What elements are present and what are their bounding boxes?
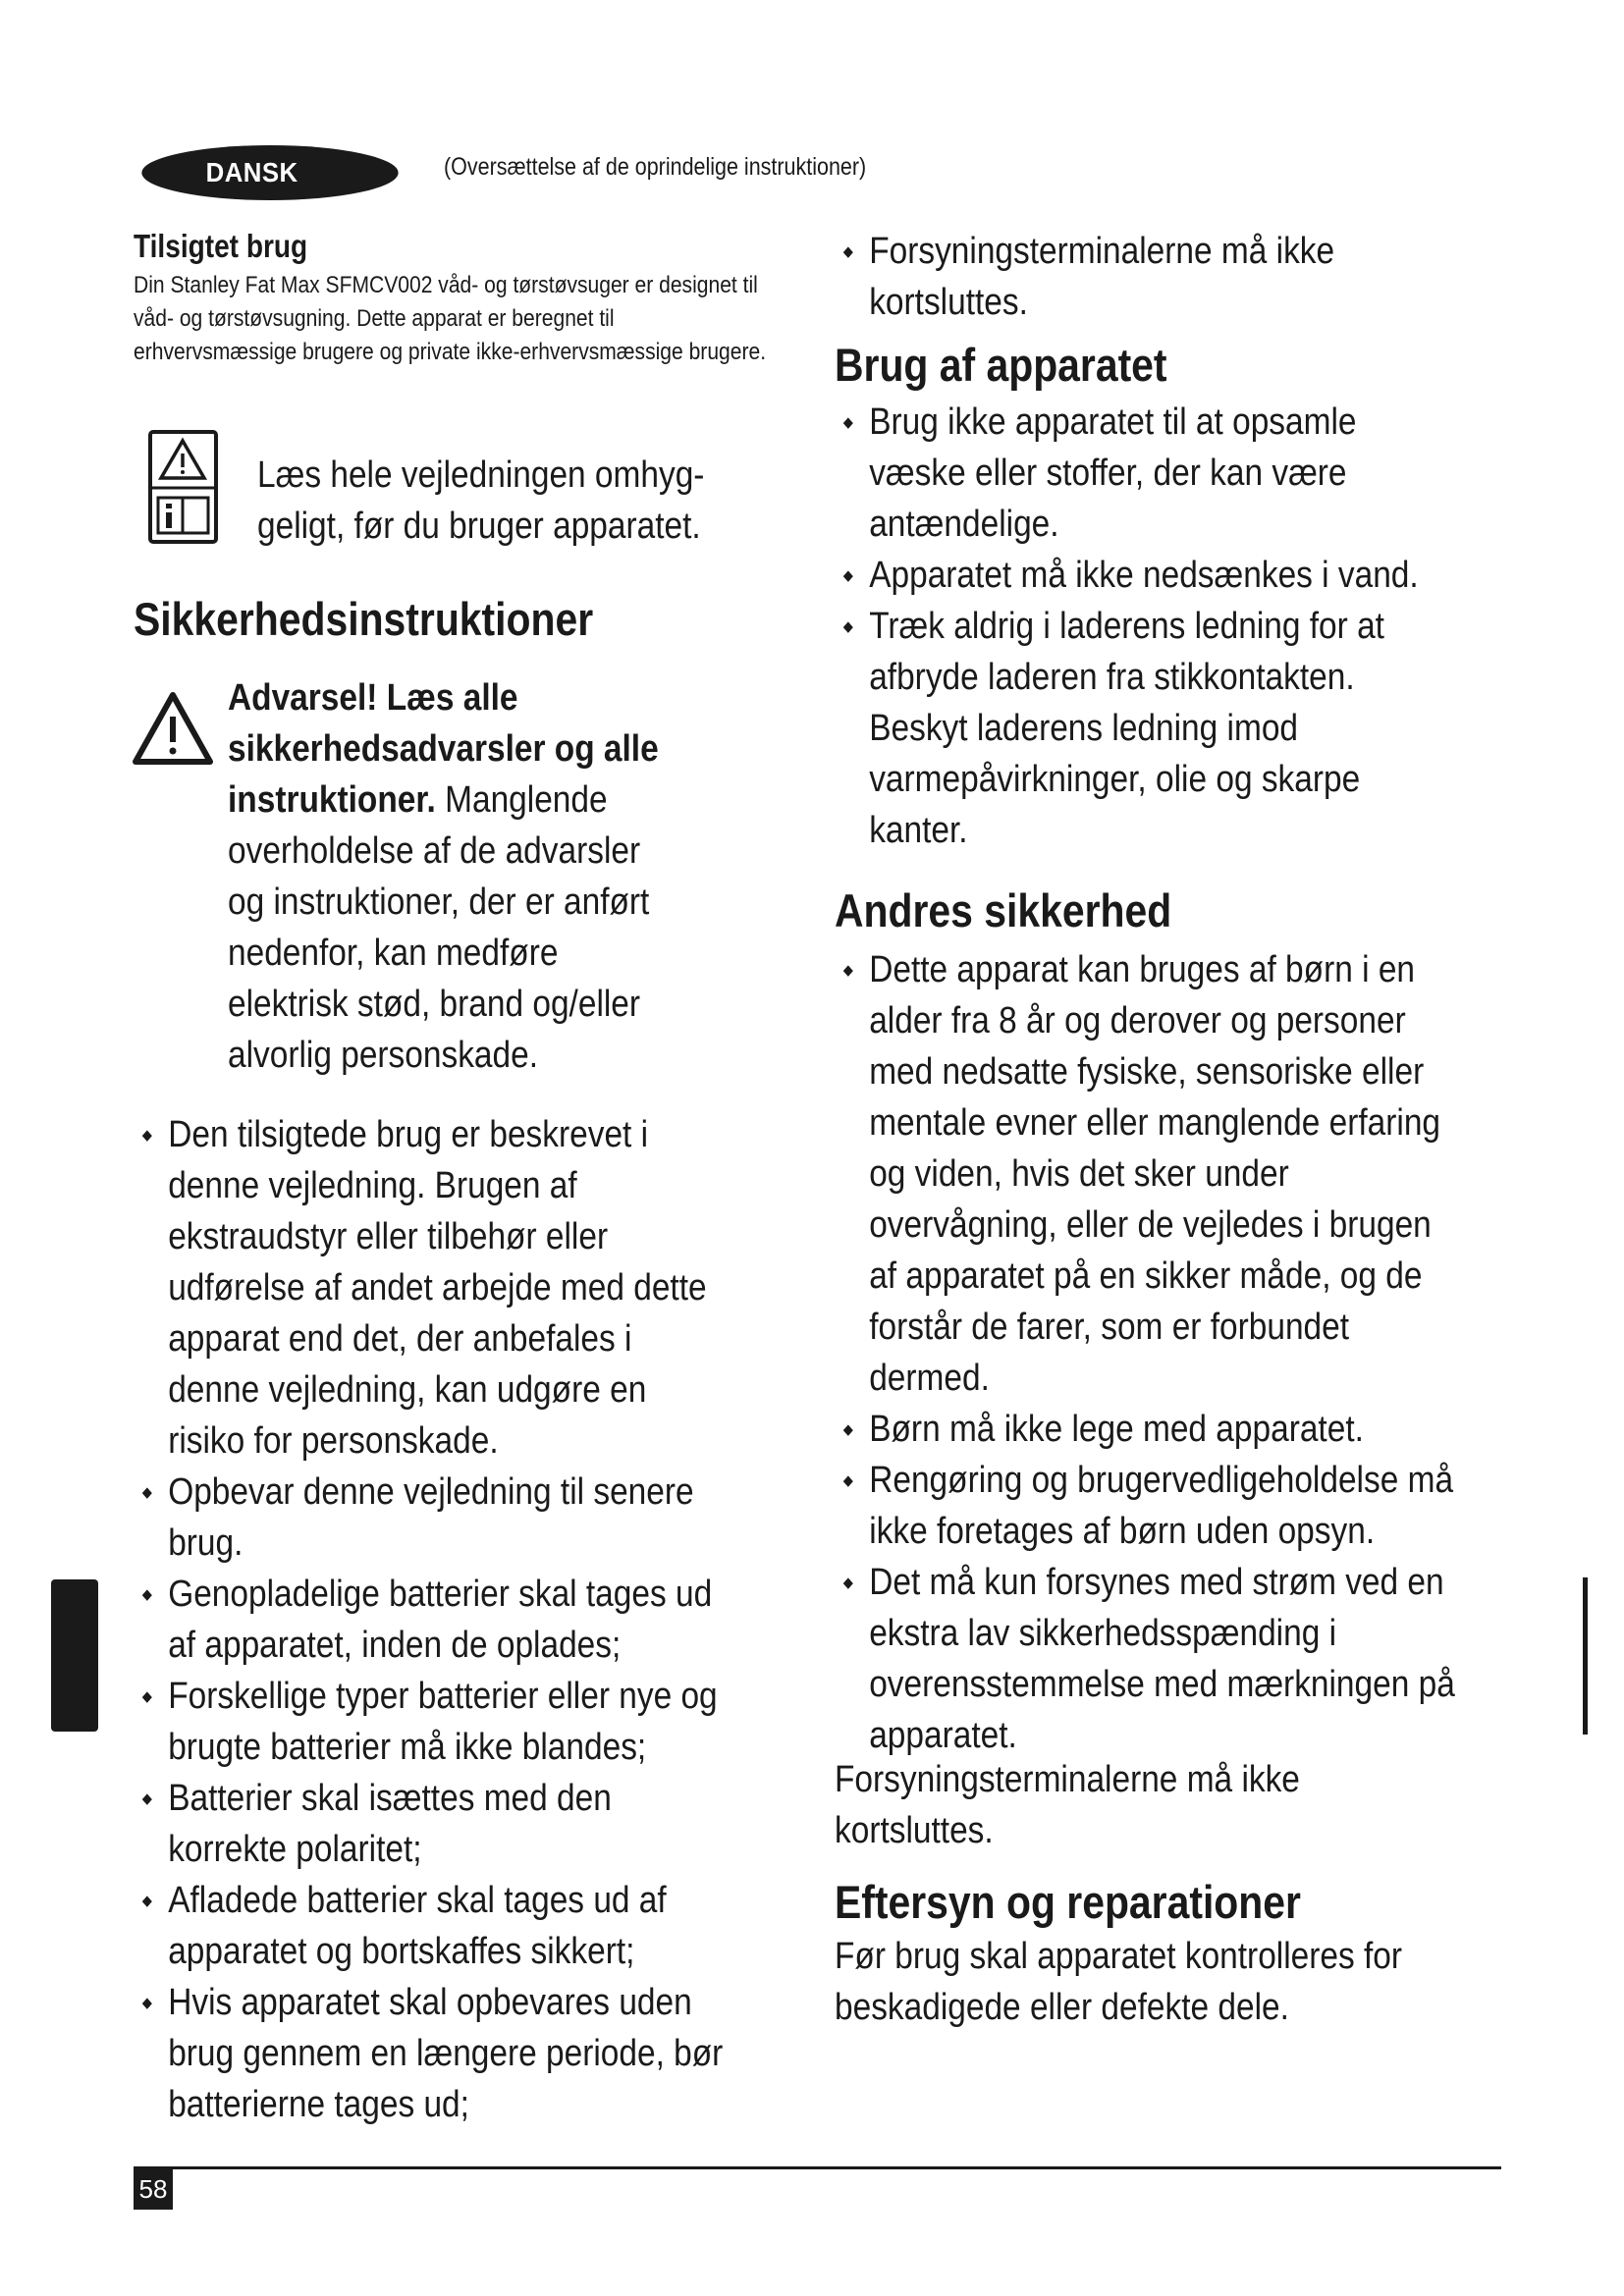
list-item: ◆ Forsyningsterminalerne må ikke kortsluttes. — [835, 226, 1387, 328]
inspection-text: Før brug skal apparatet kontrolleres for beskadigede eller defekte dele. — [835, 1936, 1403, 2028]
footer-rule — [134, 2166, 1501, 2169]
list-item: ◆ Det må kun forsynes med strøm ved en ekstra lav sikkerhedsspænding i overensstemmelse med mærkningen på apparatet. — [835, 1557, 1457, 1761]
warning-lead: Advarsel! Læs alle sikkerhedsadvarsler og alle instruktioner. — [228, 677, 659, 821]
others-bullet-list — [835, 944, 1457, 1761]
list-item: ◆ Dette apparat kan bruges af børn i en alder fra 8 år og derover og personer med nedsatte fysiske, sensoriske eller mentale evner eller manglende erfaring og viden, hvis det sker under overvågning, eller de vejledes i brugen af apparatet på en sikker måde, og de forstår de farer, som er forbundet dermed. — [835, 944, 1457, 1404]
inspection-title: Eftersyn og reparationer — [835, 1876, 1301, 1928]
safety-bullet-list — [134, 1109, 730, 2130]
manual-warning-icon — [147, 429, 219, 545]
intended-use-text: Din Stanley Fat Max SFMCV002 våd- og tørstøvsuger er designet til våd- og tørstøvsugning. Dette apparat er beregnet til erhvervsmæssige brugere og private ikke-erhvervsmæssige brugere. — [134, 272, 767, 365]
list-item: ◆ Opbevar denne vejledning til senere brug. — [134, 1467, 730, 1569]
list-item: ◆ Genopladelige batterier skal tages ud af apparatet, inden de oplades; — [134, 1569, 730, 1671]
list-item: ◆ Hvis apparatet skal opbevares uden brug gennem en længere periode, bør batterierne tages ud; — [134, 1977, 730, 2130]
side-margin-bar — [1583, 1577, 1588, 1735]
warning-triangle-icon — [132, 691, 214, 766]
warning-rest: Manglende overholdelse af de advarsler og instruktioner, der er anført nedenfor, kan medføre elektrisk stød, brand og/eller alvorlig personskade. — [228, 779, 650, 1076]
side-thumb-tab — [51, 1579, 98, 1732]
use-title: Brug af apparatet — [835, 339, 1167, 391]
list-item: ◆ Træk aldrig i laderens ledning for at afbryde laderen fra stikkontakten. Beskyt laderens ledning imod varmepåvirkninger, olie og skarpe kanter. — [835, 601, 1457, 856]
terminal-bullet-list — [835, 226, 1387, 328]
safety-warning — [228, 672, 677, 1081]
list-item: ◆ Den tilsigtede brug er beskrevet i denne vejledning. Brugen af ekstraudstyr eller tilbehør eller udførelse af andet arbejde med dette apparat end det, der anbefales i denne vejledning, kan udgøre en risiko for personskade. — [134, 1109, 730, 1467]
translation-subtitle: (Oversættelse af de oprindelige instruktioner) — [444, 153, 867, 181]
intended-use-title: Tilsigtet brug — [134, 228, 308, 264]
list-item: ◆ Rengøring og brugervedligeholdelse må ikke foretages af børn uden opsyn. — [835, 1455, 1457, 1557]
others-safety-title: Andres sikkerhed — [835, 884, 1172, 936]
safety-title: Sikkerhedsinstruktioner — [134, 593, 594, 645]
list-item: ◆ Forskellige typer batterier eller nye og brugte batterier må ikke blandes; — [134, 1671, 730, 1773]
list-item: ◆ Apparatet må ikke nedsænkes i vand. — [835, 550, 1457, 601]
list-item: ◆ Batterier skal isættes med den korrekte polaritet; — [134, 1773, 730, 1875]
terminal-paragraph: Forsyningsterminalerne må ikke kortsluttes. — [835, 1759, 1300, 1851]
page-number: 58 — [134, 2168, 173, 2210]
language-badge — [141, 145, 398, 200]
list-item: ◆ Børn må ikke lege med apparatet. — [835, 1404, 1457, 1455]
list-item: ◆ Afladede batterier skal tages ud af apparatet og bortskaffes sikkert; — [134, 1875, 730, 1977]
language-label: DANSK — [205, 157, 298, 187]
use-bullet-list — [835, 397, 1457, 856]
read-manual-text: Læs hele vejledningen omhyg-geligt, før du bruger apparatet. — [257, 454, 705, 547]
list-item: ◆ Brug ikke apparatet til at opsamle væske eller stoffer, der kan være antændelige. — [835, 397, 1457, 550]
